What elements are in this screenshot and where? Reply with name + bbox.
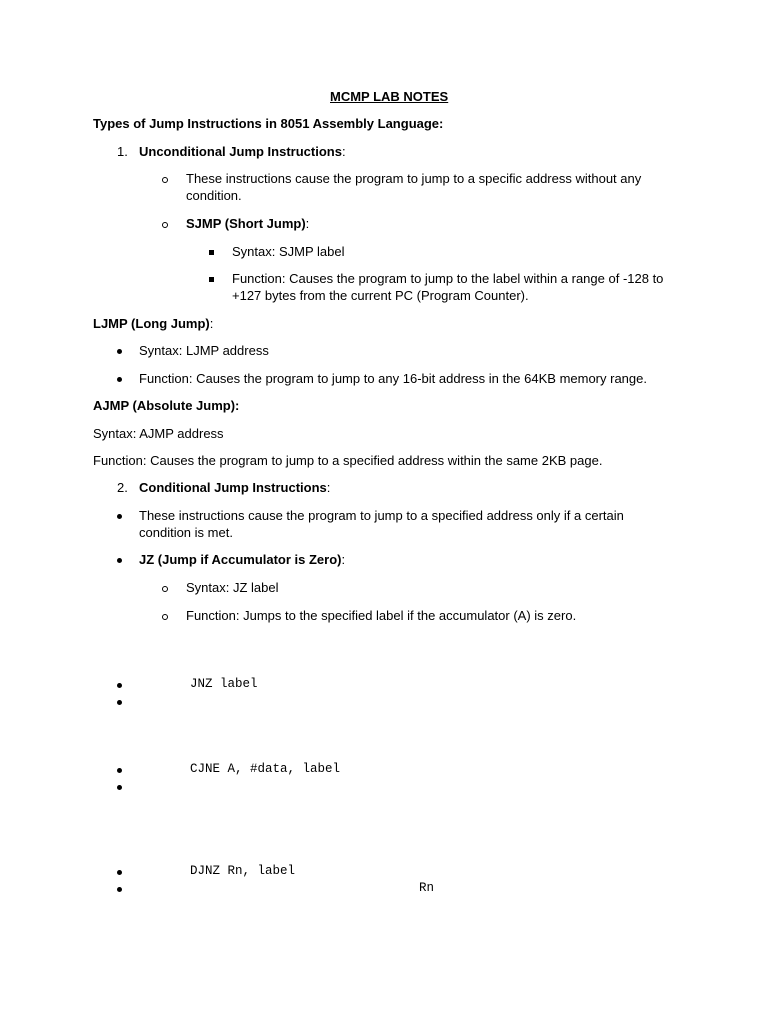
section2-desc-line1: These instructions cause the program to jump to a specified address only if a certain xyxy=(139,508,624,523)
section2-colon: : xyxy=(326,480,331,495)
ajmp-syntax: Syntax: AJMP address xyxy=(93,426,224,441)
section1-title: Unconditional Jump Instructions xyxy=(139,144,342,159)
bullet-icon xyxy=(117,863,122,880)
ljmp-colon: : xyxy=(209,316,214,331)
bullet-icon xyxy=(117,551,122,568)
ajmp-function: Function: Causes the program to jump to a specified address within the same 2KB page. xyxy=(93,453,603,468)
page-title: MCMP LAB NOTES xyxy=(330,89,449,104)
code-cjne: CJNE A, #data, label xyxy=(190,762,341,776)
square-bullet-icon xyxy=(209,243,214,260)
jz-title-line xyxy=(139,551,345,568)
sjmp-colon: : xyxy=(305,216,310,231)
circle-bullet-icon xyxy=(162,170,168,187)
section-heading: Types of Jump Instructions in 8051 Assembly Language: xyxy=(93,116,444,131)
sjmp-title-line xyxy=(186,215,309,232)
section1-desc-line1: These instructions cause the program to jump to a specific address without any xyxy=(186,171,642,186)
sjmp-function-line1: Function: Causes the program to jump to the label within a range of -128 to xyxy=(232,271,664,286)
ljmp-title: LJMP (Long Jump) xyxy=(93,316,210,331)
circle-bullet-icon xyxy=(162,215,168,232)
bullet-icon xyxy=(117,507,122,524)
bullet-icon xyxy=(117,676,122,693)
circle-bullet-icon xyxy=(162,607,168,624)
list-number-2: 2. xyxy=(117,480,128,495)
sjmp-syntax: Syntax: SJMP label xyxy=(232,244,345,259)
list-number-1: 1. xyxy=(117,144,128,159)
code-djnz: DJNZ Rn, label xyxy=(190,864,296,878)
ljmp-function: Function: Causes the program to jump to any 16-bit address in the 64KB memory range. xyxy=(139,371,647,386)
circle-bullet-icon xyxy=(162,579,168,596)
square-bullet-icon xyxy=(209,270,214,287)
section1-colon: : xyxy=(341,144,346,159)
jz-title: JZ (Jump if Accumulator is Zero) xyxy=(139,552,342,567)
code-jnz: JNZ label xyxy=(190,677,258,691)
sjmp-title: SJMP (Short Jump) xyxy=(186,216,306,231)
bullet-icon xyxy=(117,370,122,387)
bullet-icon xyxy=(117,778,122,795)
section2-title-line xyxy=(139,479,330,496)
bullet-icon xyxy=(117,693,122,710)
section1-title-line xyxy=(139,143,346,160)
bullet-icon xyxy=(117,880,122,897)
section1-desc-line2: condition. xyxy=(186,188,242,203)
jz-syntax: Syntax: JZ label xyxy=(186,580,279,595)
sjmp-function-line2: +127 bytes from the current PC (Program Counter). xyxy=(232,288,529,303)
section2-desc-line2: condition is met. xyxy=(139,525,233,540)
jz-function: Function: Jumps to the specified label if the accumulator (A) is zero. xyxy=(186,608,577,623)
ljmp-title-line xyxy=(93,315,213,332)
bullet-icon xyxy=(117,342,122,359)
ajmp-title: AJMP (Absolute Jump): xyxy=(93,398,240,413)
jz-colon: : xyxy=(341,552,346,567)
code-rn: Rn xyxy=(419,881,435,895)
ljmp-syntax: Syntax: LJMP address xyxy=(139,343,269,358)
section2-title: Conditional Jump Instructions xyxy=(139,480,327,495)
bullet-icon xyxy=(117,761,122,778)
